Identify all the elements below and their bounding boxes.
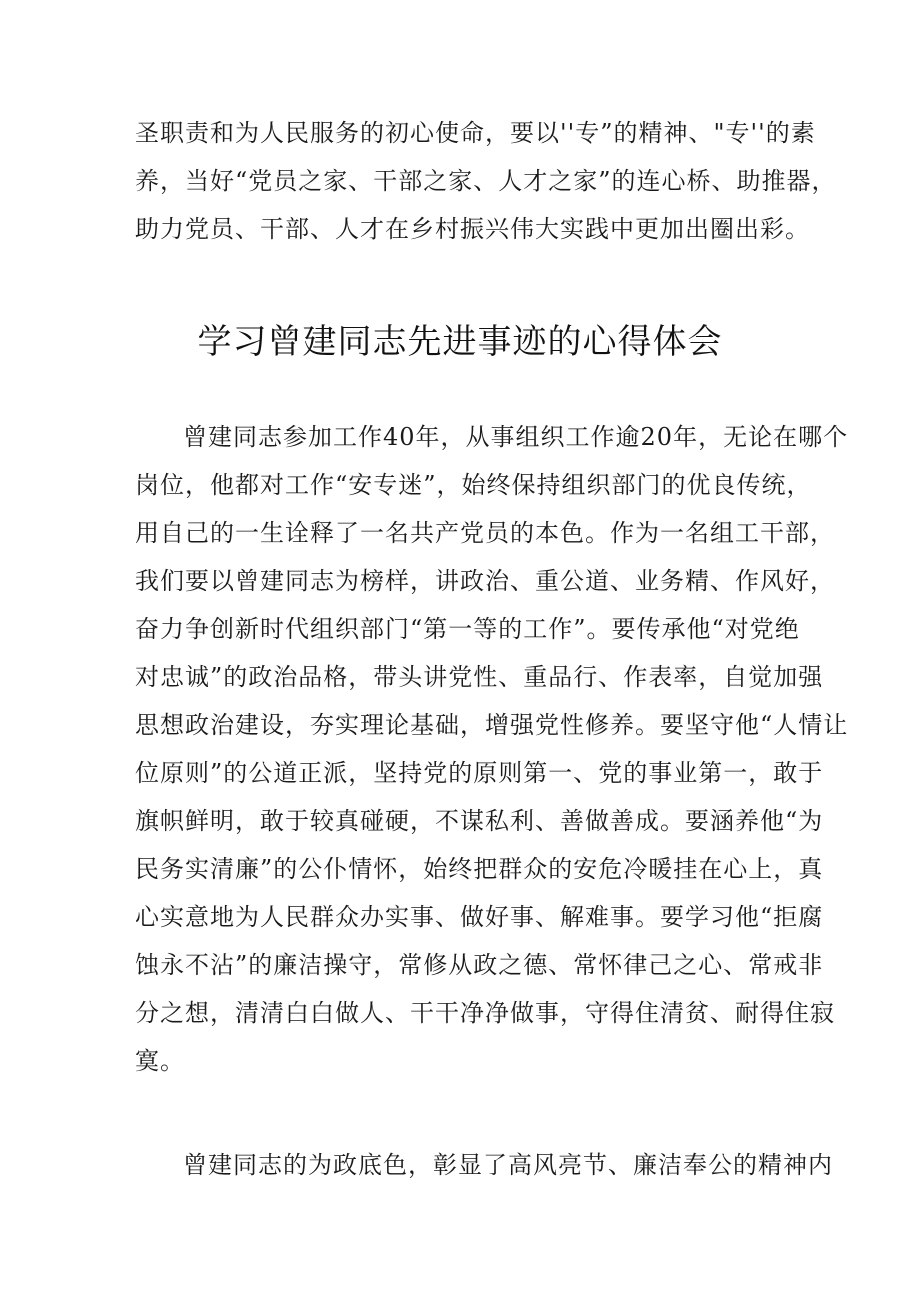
paragraph1-line: 蚀永不沾”的廉洁操守，常修从政之德、常怀律己之心、常戒非 [135,951,824,979]
paragraph2-line: 曾建同志的为政底色，彰显了高风亮节、廉洁奉公的精神内 [183,1151,833,1179]
paragraph1-line: 寞。 [135,1047,185,1075]
document-title: 学习曾建同志先进事迹的心得体会 [197,322,723,362]
paragraph1-line: 曾建同志参加工作40年，从事组织工作逾20年，无论在哪个 [183,423,849,451]
paragraph1-line: 我们要以曾建同志为榜样，讲政治、重公道、业务精、作风好， [135,567,835,595]
intro-line-1: 圣职责和为人民服务的初心使命，要以''专”的精神、"专''的素 [135,119,816,147]
intro-line-3: 助力党员、干部、人才在乡村振兴伟大实践中更加出圈出彩。 [135,215,810,243]
paragraph1-line: 位原则”的公道正派，坚持党的原则第一、党的事业第一，敢于 [135,759,824,787]
paragraph1-line: 心实意地为人民群众办实事、做好事、解难事。要学习他“拒腐 [135,903,824,931]
paragraph1-line: 对忠诚”的政治品格，带头讲党性、重品行、作表率，自觉加强 [135,663,824,691]
paragraph1-line: 用自己的一生诠释了一名共产党员的本色。作为一名组工干部， [135,519,835,547]
paragraph1-line: 思想政治建设，夯实理论基础，增强党性修养。要坚守他“人情让 [135,711,849,739]
paragraph1-line: 旗帜鲜明，敢于较真碰硬，不谋私利、善做善成。要涵养他“为 [135,807,824,835]
paragraph1-line: 分之想，清清白白做人、干干净净做事，守得住清贫、耐得住寂 [135,999,835,1027]
paragraph1-line: 岗位，他都对工作“安专迷”，始终保持组织部门的优良传统， [135,471,812,499]
intro-line-2: 养，当好“党员之家、干部之家、人才之家”的连心桥、助推器， [135,167,837,195]
paragraph1-line: 民务实清廉”的公仆情怀，始终把群众的安危冷暖挂在心上，真 [135,855,824,883]
paragraph1-line: 奋力争创新时代组织部门“第一等的工作”。要传承他“对党绝 [135,615,800,643]
